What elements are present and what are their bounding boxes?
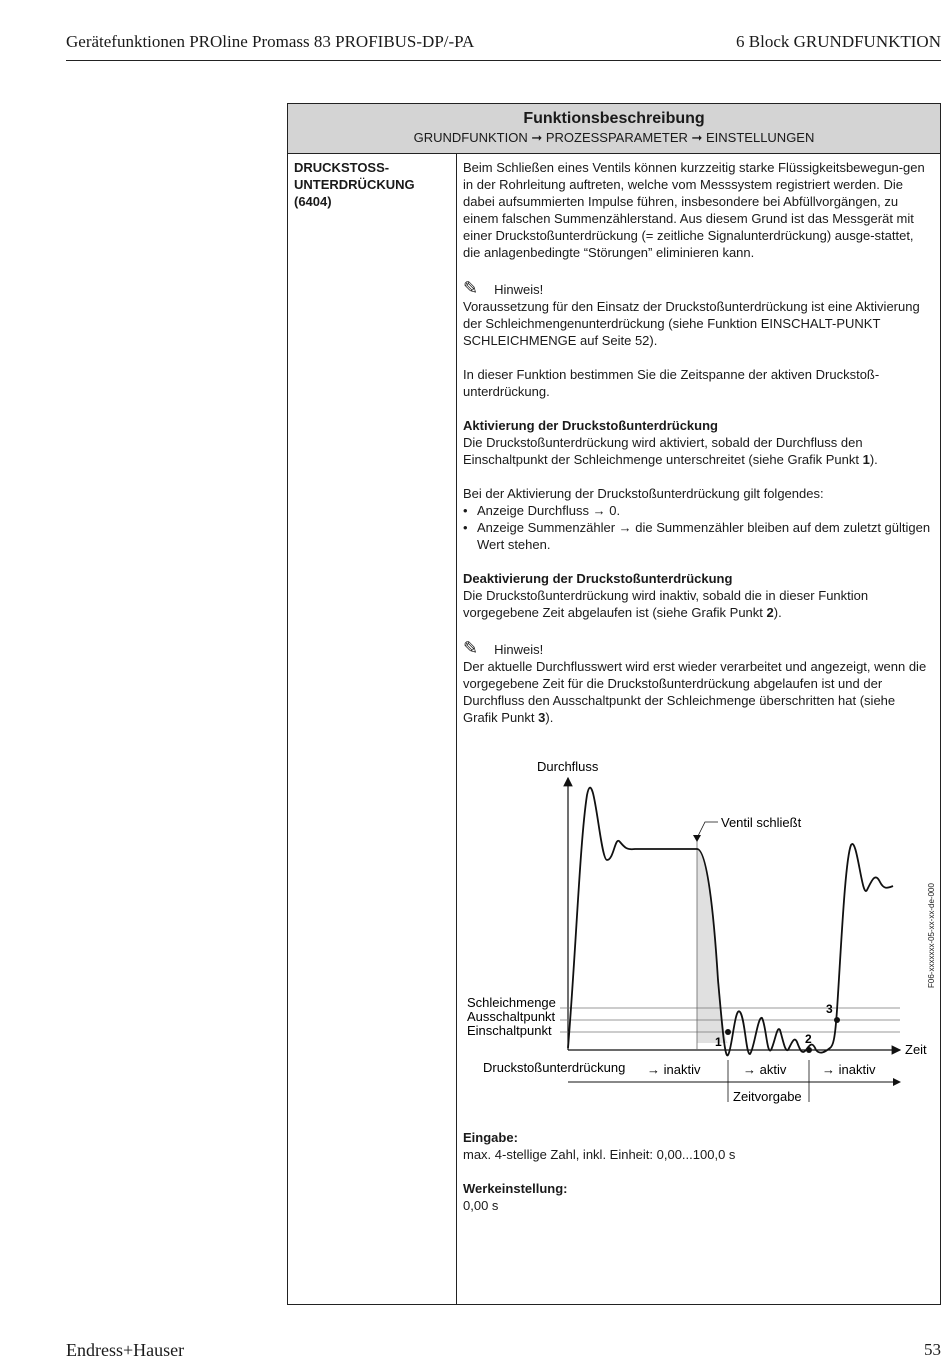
row-label: Druckstoßunterdrückung xyxy=(483,1060,626,1075)
function-name-line: UNTERDRÜCKUNG xyxy=(294,177,415,192)
intro-paragraph: Beim Schließen eines Ventils können kurzzeitig starke Flüssigkeitsbewegun-gen in der Rohrleitung auftreten, welche vom Messsystem registriert werden. Die dabei aufsummierten Impulse führen, insbesondere bei Abfüllvorgängen, zu einem falschen Summenzählerstand. Aus diesem Grund ist das Messgerät mit einer Druckstoßunterdrückung (= zeitliche Signalunterdrückung) ausge-stattet, die anlagenbedingte “Störungen” eliminieren kann. xyxy=(463,160,925,260)
span-label: Zeitvorgabe xyxy=(733,1089,802,1104)
hint-text: Der aktuelle Durchflusswert wird erst wieder verarbeitet und angezeigt, wenn die vorgegebene Zeit für die Druckstoßunterdrückung abgelaufen ist und der Durchfluss den Ausschaltpunkt der Schleichmenge überschritten hat (siehe Grafik Punkt 3). xyxy=(463,659,927,725)
hint-2 xyxy=(463,638,933,658)
hint-1 xyxy=(463,278,933,298)
level-label: Ausschaltpunkt xyxy=(467,1009,556,1024)
list-intro: Bei der Aktivierung der Druckstoßunterdrückung gilt folgendes: xyxy=(463,486,824,501)
y-axis-label: Durchfluss xyxy=(537,759,599,774)
pencil-icon: ✎ xyxy=(463,638,479,658)
header-section: 6 Block GRUNDFUNKTION xyxy=(736,32,941,51)
level-label: Einschaltpunkt xyxy=(467,1023,552,1038)
x-axis-label: Zeit xyxy=(905,1042,927,1057)
footer-brand: Endress+Hauser xyxy=(66,1340,185,1360)
list-item: • Anzeige Summenzähler → die Summenzähler bleiben auf dem zuletzt gültigen Wert stehen. xyxy=(463,519,933,553)
hint-text: Voraussetzung für den Einsatz der Druckstoßunterdrückung ist eine Aktivierung der Schleichmengenunterdrückung (siehe Funktion EINSCHALT-PUNKT SCHLEICHMENGE auf Seite 52). xyxy=(463,299,920,348)
figure-code: F06-xxxxxxx-05-xx-xx-de-000 xyxy=(927,883,936,988)
bullet-list xyxy=(463,502,933,553)
function-description xyxy=(463,159,933,726)
paragraph: In dieser Funktion bestimmen Sie die Zeitspanne der aktiven Druckstoß-unterdrückung. xyxy=(463,367,880,399)
default-label: Werkeinstellung: xyxy=(463,1181,568,1196)
point-2-label: 2 xyxy=(805,1032,812,1046)
state-label: → aktiv xyxy=(743,1062,787,1077)
menu-path: GRUNDFUNKTION ➞ PROZESSPARAMETER ➞ EINSTELLUNGEN xyxy=(413,130,815,145)
point-1-marker xyxy=(725,1029,731,1035)
section-heading: Aktivierung der Druckstoßunterdrückung xyxy=(463,418,718,433)
table-title: Funktionsbeschreibung xyxy=(523,110,705,127)
point-3-label: 3 xyxy=(826,1002,833,1016)
valve-arrow xyxy=(693,835,701,842)
input-section xyxy=(463,1129,933,1214)
level-label: Schleichmenge xyxy=(467,995,556,1010)
header-title: Gerätefunktionen PROline Promass 83 PROFIBUS-DP/-PA xyxy=(66,32,475,51)
input-text: max. 4-stellige Zahl, inkl. Einheit: 0,00...100,0 s xyxy=(463,1147,736,1162)
function-name-line: DRUCKSTOSS- xyxy=(294,160,390,175)
point-1-label: 1 xyxy=(715,1035,722,1049)
paragraph: Die Druckstoßunterdrückung wird inaktiv, sobald die in dieser Funktion vorgegebene Zeit abgelaufen ist (siehe Grafik Punkt 2). xyxy=(463,588,869,620)
section-heading: Deaktivierung der Druckstoßunterdrückung xyxy=(463,571,733,586)
pencil-icon: ✎ xyxy=(463,278,479,298)
column-divider xyxy=(456,153,457,1304)
paragraph: Die Druckstoßunterdrückung wird aktiviert, sobald der Durchfluss den Einschaltpunkt der Schleichmenge unterschreitet (siehe Grafik Punkt 1). xyxy=(463,435,878,467)
hint-label: Hinweis! xyxy=(494,282,544,297)
point-2-marker xyxy=(806,1047,812,1053)
shaded-area xyxy=(697,850,728,1043)
input-label: Eingabe: xyxy=(463,1130,518,1145)
flow-diagram xyxy=(460,750,940,1120)
valve-label: Ventil schließt xyxy=(721,815,802,830)
function-name xyxy=(294,159,444,210)
hint-label: Hinweis! xyxy=(494,642,544,657)
state-label: → inaktiv xyxy=(822,1062,876,1077)
state-label: → inaktiv xyxy=(647,1062,701,1077)
table-header xyxy=(288,104,940,154)
page-number: 53 xyxy=(924,1340,941,1359)
function-table xyxy=(287,103,941,1305)
header-rule xyxy=(66,60,941,61)
function-code: (6404) xyxy=(294,194,332,209)
point-3-marker xyxy=(834,1017,840,1023)
default-text: 0,00 s xyxy=(463,1198,499,1213)
list-item: • Anzeige Durchfluss → 0. xyxy=(463,502,933,519)
